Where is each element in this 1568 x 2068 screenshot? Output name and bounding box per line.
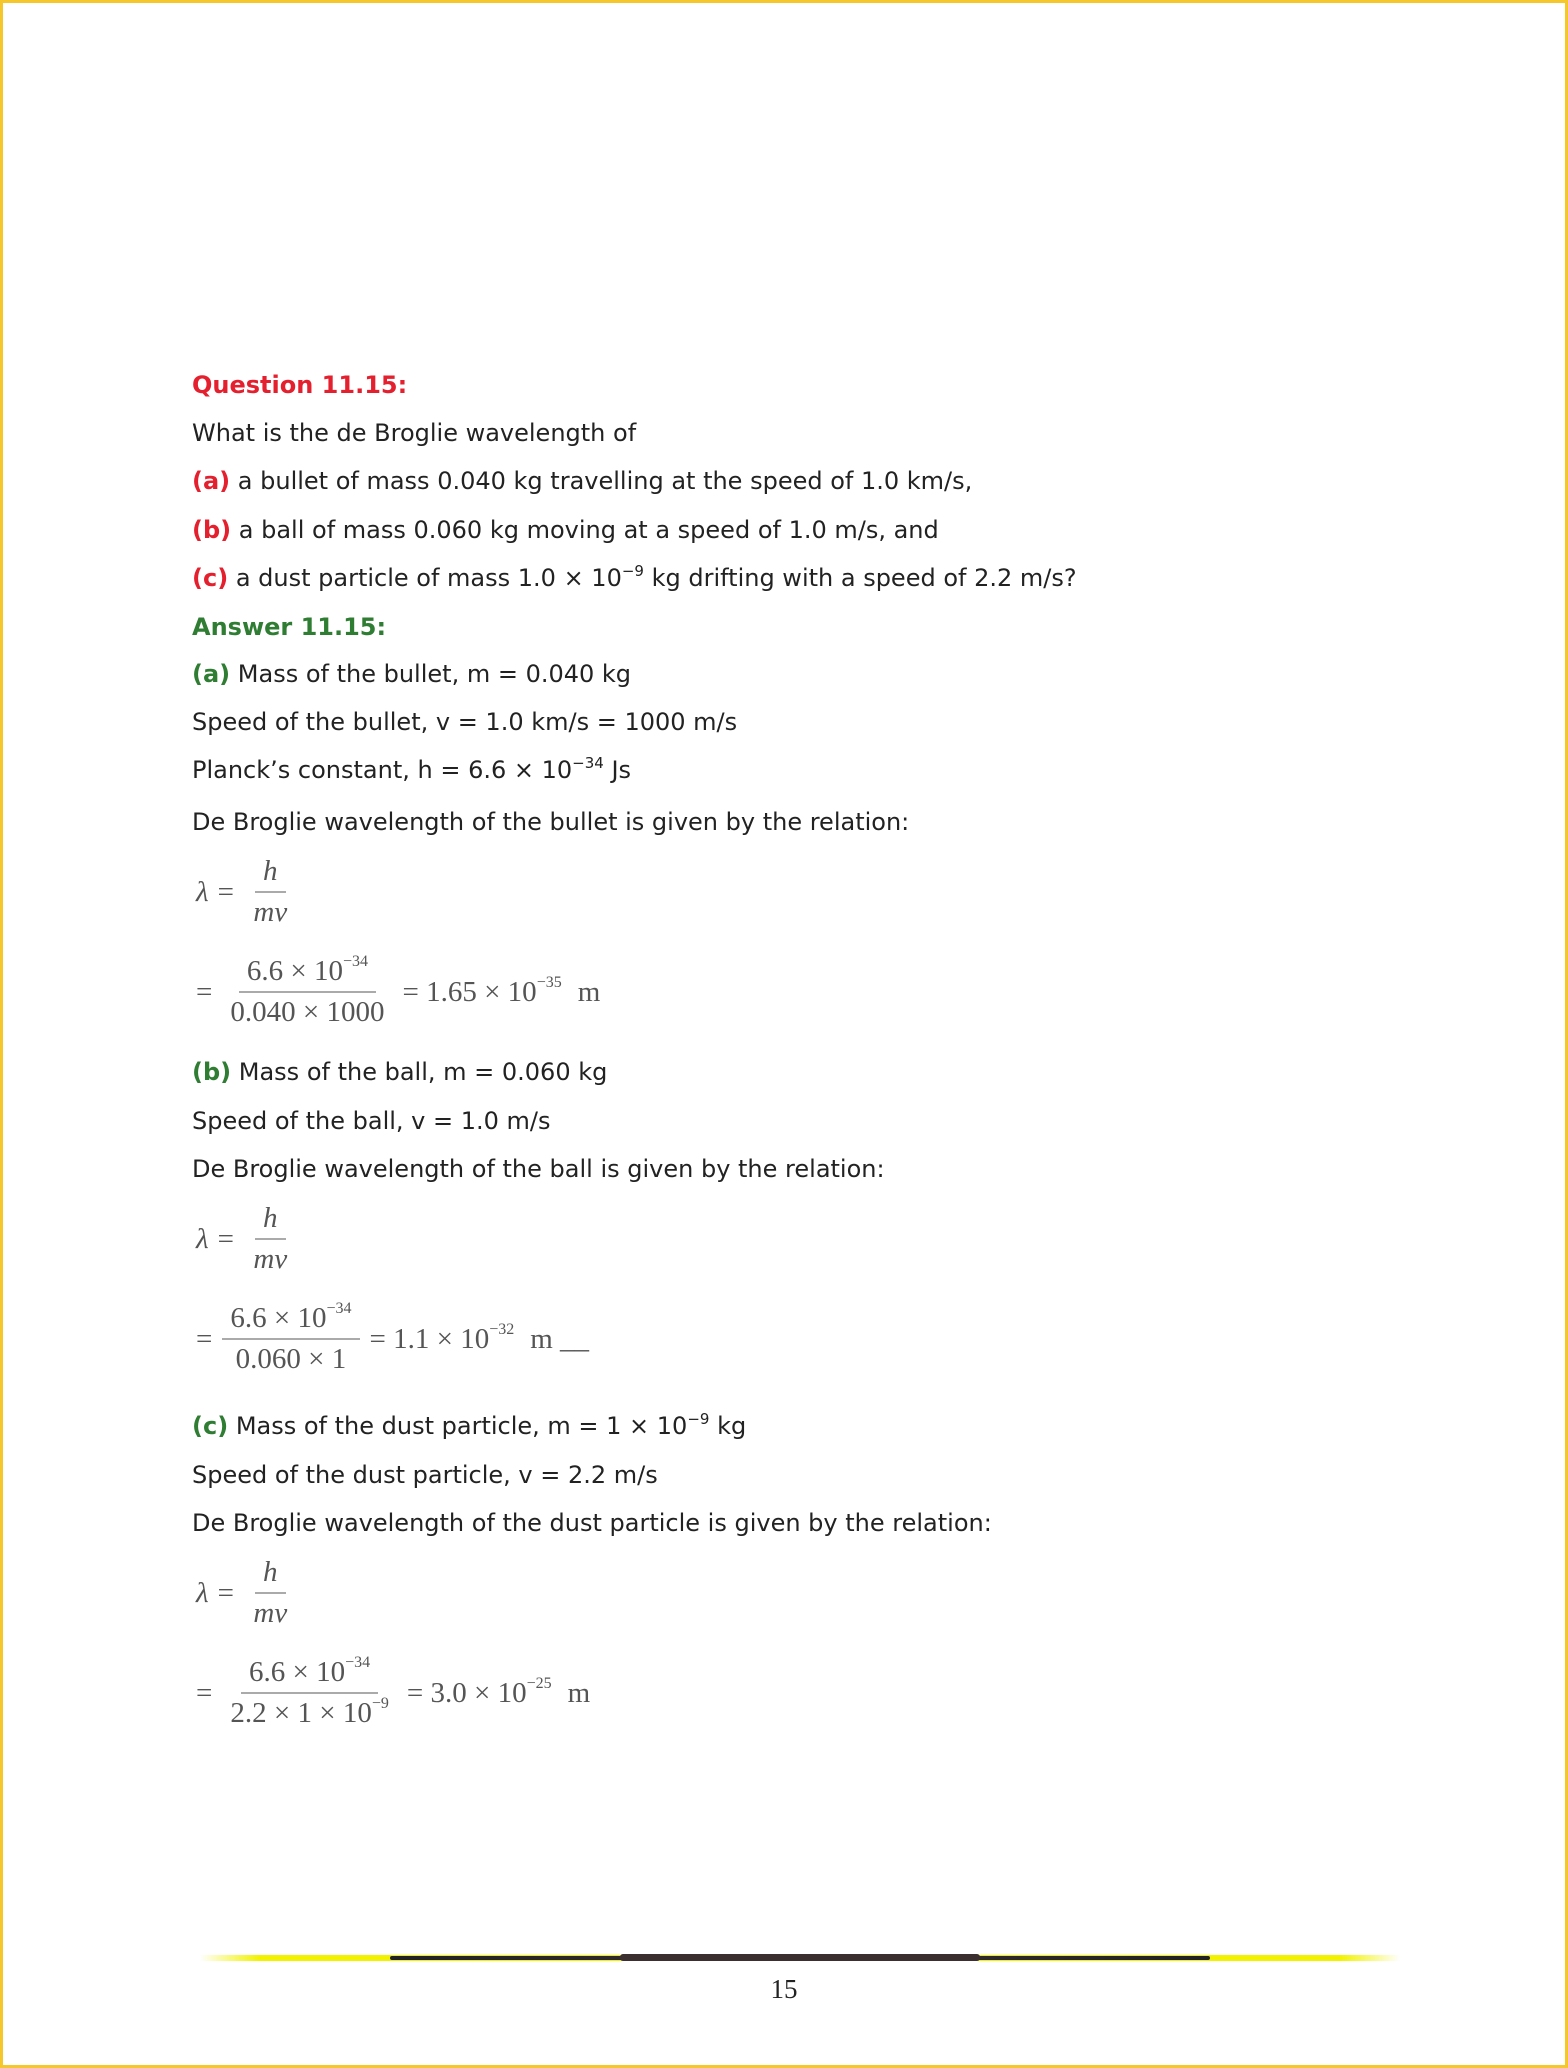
- part-label: (a): [192, 467, 231, 495]
- answer-b-speed: Speed of the ball, v = 1.0 m/s: [192, 1107, 551, 1135]
- part-label: (b): [192, 516, 232, 544]
- text: Js: [603, 756, 632, 784]
- answer-b-mass: [192, 1057, 607, 1087]
- denominator: 0.060 × 1: [235, 1343, 347, 1375]
- part-label: (a): [192, 660, 231, 688]
- text: Mass of the ball, m = 0.060 kg: [238, 1058, 608, 1086]
- denominator: 0.040 × 1000: [230, 996, 385, 1028]
- answer-c-relation: De Broglie wavelength of the dust particle is given by the relation:: [192, 1509, 992, 1537]
- question-part-b: [192, 515, 939, 545]
- result: = $1.1 \times 10^{-32}$: [369, 1320, 515, 1355]
- exponent: −9: [621, 562, 644, 580]
- answer-heading: Answer 11.15:: [192, 613, 387, 641]
- numerator: h: [255, 1202, 286, 1240]
- footer-divider-thick: [620, 1954, 980, 1961]
- unit: m __: [530, 1322, 590, 1355]
- equals: =: [196, 975, 213, 1008]
- denominator: mv: [253, 1243, 288, 1275]
- lambda-lhs: λ =: [196, 875, 236, 908]
- result: = $3.0 \times 10^{-25}$: [406, 1674, 552, 1709]
- denominator: $2.2 \times 1 \times 10^{-9}$: [230, 1695, 389, 1729]
- answer-a-planck: [192, 755, 631, 785]
- equals: =: [196, 1676, 213, 1709]
- text: Mass of the dust particle, m = 1 × 10: [235, 1412, 688, 1440]
- exponent: −9: [687, 1410, 710, 1428]
- calc-a: [196, 955, 600, 1029]
- denominator: mv: [253, 1597, 288, 1629]
- formula-c: [196, 1556, 299, 1630]
- part-text: kg drifting with a speed of 2.2 m/s?: [643, 564, 1077, 592]
- text: Planck’s constant, h = 6.6 × 10: [192, 756, 573, 784]
- numerator: $6.6 \times 10^{-34}$: [241, 1656, 378, 1694]
- unit: m: [567, 1676, 591, 1709]
- part-label: (c): [192, 564, 229, 592]
- answer-c-speed: Speed of the dust particle, v = 2.2 m/s: [192, 1461, 658, 1489]
- formula-b: [196, 1202, 299, 1276]
- answer-a-speed: Speed of the bullet, v = 1.0 km/s = 1000 m/s: [192, 708, 738, 736]
- answer-b-relation: De Broglie wavelength of the ball is given by the relation:: [192, 1155, 885, 1183]
- part-text: a dust particle of mass 1.0 × 10: [235, 564, 622, 592]
- calc-b: [196, 1302, 589, 1376]
- exponent: −34: [572, 754, 604, 772]
- answer-a-relation: De Broglie wavelength of the bullet is given by the relation:: [192, 808, 910, 836]
- calc-c: [196, 1656, 590, 1730]
- text: Mass of the bullet, m = 0.040 kg: [237, 660, 632, 688]
- part-label: (b): [192, 1058, 232, 1086]
- part-text: a bullet of mass 0.040 kg travelling at the speed of 1.0 km/s,: [237, 467, 973, 495]
- lambda-lhs: λ =: [196, 1576, 236, 1609]
- text: kg: [709, 1412, 747, 1440]
- page-number: 15: [770, 1974, 798, 2004]
- equals: =: [196, 1322, 213, 1355]
- question-heading: Question 11.15:: [192, 371, 408, 399]
- result: = $1.65 \times 10^{-35}$: [402, 973, 562, 1008]
- answer-a-mass: [192, 659, 631, 689]
- question-part-c: [192, 563, 1077, 593]
- part-label: (c): [192, 1412, 229, 1440]
- answer-c-mass: [192, 1411, 746, 1441]
- formula-a: [196, 855, 299, 929]
- numerator: h: [255, 1556, 286, 1594]
- part-text: a ball of mass 0.060 kg moving at a speed of 1.0 m/s, and: [238, 516, 939, 544]
- denominator: mv: [253, 896, 288, 928]
- numerator: $6.6 \times 10^{-34}$: [222, 1302, 359, 1340]
- question-intro: What is the de Broglie wavelength of: [192, 419, 637, 447]
- question-part-a: [192, 466, 972, 496]
- unit: m: [577, 975, 601, 1008]
- lambda-lhs: λ =: [196, 1222, 236, 1255]
- numerator: h: [255, 855, 286, 893]
- numerator: $6.6 \times 10^{-34}$: [239, 955, 376, 993]
